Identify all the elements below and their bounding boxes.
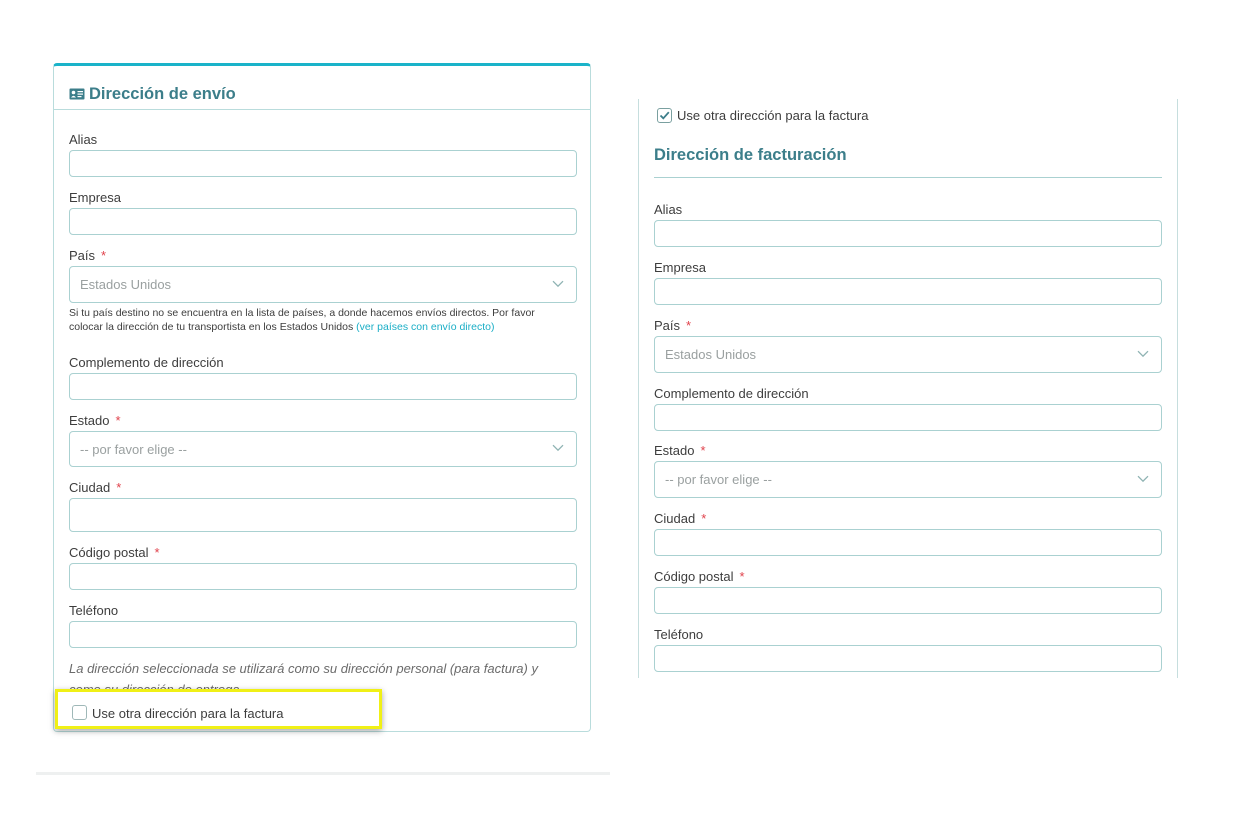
billing-use-other-checkbox[interactable] [657,108,672,123]
billing-address2-input[interactable] [654,404,1162,431]
billing-state-label: Estado * [654,443,706,458]
shipping-postal-label: Código postal * [69,545,160,560]
use-other-billing-label: Use otra dirección para la factura [92,706,284,721]
billing-phone-label: Teléfono [654,627,704,642]
direct-shipping-countries-link[interactable]: (ver países con envío directo) [356,321,495,333]
shipping-alias-input[interactable] [69,150,577,177]
required-mark: * [701,511,707,526]
billing-alias-label: Alias [654,202,683,217]
chevron-down-icon [552,444,564,452]
required-mark: * [101,248,107,263]
shipping-country-help: Si tu país destino no se encuentra en la lista de países, a donde hacemos envíos directos. Por favor colocar la dirección de tu transportista en los Estados Unidos (ver países con envío directo) [69,307,535,333]
shipping-company-input[interactable] [69,208,577,235]
billing-panel-border-left [638,99,639,678]
billing-postal-label: Código postal * [654,569,745,584]
billing-city-input[interactable] [654,529,1162,556]
required-mark: * [686,318,692,333]
shipping-country-label: País * [69,248,107,263]
billing-title: Dirección de facturación [654,146,847,164]
use-other-billing-checkbox[interactable] [72,705,87,720]
shipping-country-select[interactable] [69,266,577,303]
shipping-state-select[interactable] [69,431,577,467]
billing-city-label: Ciudad * [654,511,707,526]
billing-panel-border-right [1177,99,1178,678]
chevron-down-icon [552,280,564,288]
shipping-note: La dirección seleccionada se utilizará como su dirección personal (para factura) y [69,661,538,676]
required-mark: * [700,443,706,458]
shipping-title: Dirección de envío [89,84,236,103]
billing-country-select[interactable] [654,336,1162,373]
shipping-state-value: -- por favor elige -- [80,441,187,457]
billing-state-value: -- por favor elige -- [665,472,772,487]
shipping-postal-input[interactable] [69,563,577,590]
chevron-down-icon [1137,475,1149,483]
billing-country-value: Estados Unidos [665,347,757,362]
divider [36,772,610,775]
required-mark: * [115,413,121,428]
billing-alias-input[interactable] [654,220,1162,247]
shipping-panel-header [54,66,590,110]
shipping-country-value: Estados Unidos [80,277,172,292]
required-mark: * [154,545,160,560]
shipping-address2-input[interactable] [69,373,577,400]
billing-title-rule [654,177,1162,178]
billing-use-other-label: Use otra dirección para la factura [677,108,869,123]
billing-state-select[interactable] [654,461,1162,498]
checkmark-icon [658,109,671,122]
billing-address2-label: Complemento de dirección [654,386,809,401]
billing-country-label: País * [654,318,692,333]
shipping-state-label: Estado * [69,413,121,428]
billing-company-label: Empresa [654,260,707,275]
shipping-alias-label: Alias [69,132,98,147]
shipping-city-input[interactable] [69,498,577,532]
billing-phone-input[interactable] [654,645,1162,672]
shipping-phone-label: Teléfono [69,603,119,618]
address-card-icon [69,88,85,100]
shipping-address2-label: Complemento de dirección [69,355,224,370]
billing-postal-input[interactable] [654,587,1162,614]
shipping-city-label: Ciudad * [69,480,122,495]
required-mark: * [116,480,122,495]
required-mark: * [739,569,745,584]
shipping-company-label: Empresa [69,190,122,205]
billing-company-input[interactable] [654,278,1162,305]
shipping-phone-input[interactable] [69,621,577,648]
chevron-down-icon [1137,350,1149,358]
